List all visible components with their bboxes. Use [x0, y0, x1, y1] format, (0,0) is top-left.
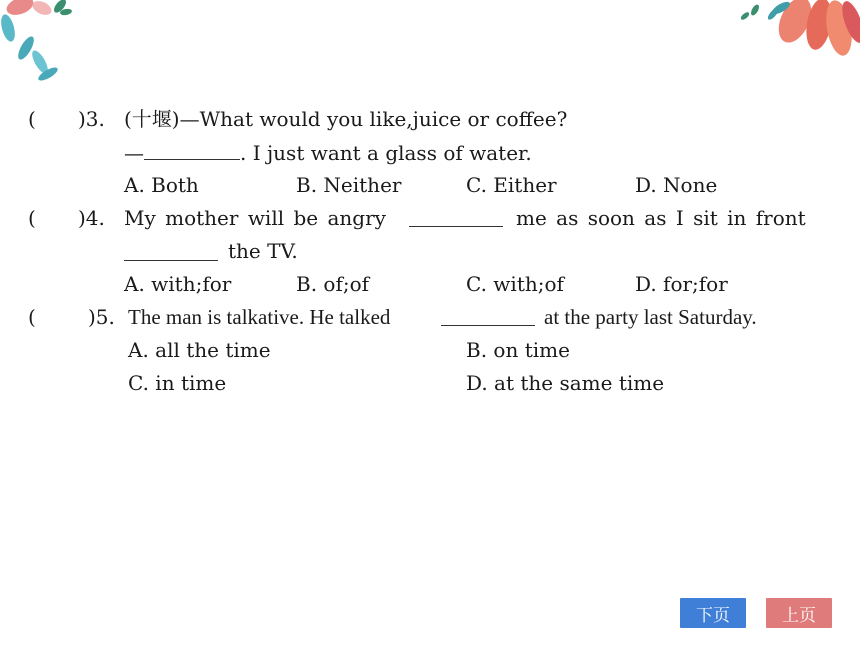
option-c: C. Either: [466, 173, 557, 197]
question-stem: My mother will be angry: [124, 206, 386, 230]
question-number: )5.: [88, 305, 115, 329]
floral-decoration-top-left: [0, 0, 80, 95]
answer-blank: [124, 242, 218, 261]
option-d: D. None: [635, 173, 718, 197]
answer-paren-open: (: [28, 206, 36, 230]
answer-blank: [144, 141, 240, 160]
stem-rest: . I just want a glass of water.: [240, 141, 532, 165]
option-a: A. all the time: [128, 338, 271, 362]
option-b: B. on time: [466, 338, 570, 362]
dash: —: [124, 141, 144, 165]
option-a: A. with;for: [124, 272, 232, 296]
answer-paren-open: (: [28, 107, 36, 131]
option-d: D. at the same time: [466, 371, 665, 395]
option-c: C. with;of: [466, 272, 564, 296]
question-stem: The man is talkative. He talked: [128, 305, 391, 329]
option-a: A. Both: [124, 173, 199, 197]
option-c: C. in time: [128, 371, 227, 395]
question-number: )4.: [78, 206, 105, 230]
option-b: B. of;of: [296, 272, 370, 296]
question-stem: (十堰)—What would you like,juice or coffee?: [124, 107, 568, 131]
answer-blank: [409, 208, 503, 227]
next-page-button[interactable]: 下页: [680, 598, 746, 628]
option-b: B. Neither: [296, 173, 402, 197]
floral-decoration-top-right: [735, 0, 860, 75]
answer-blank: [441, 307, 535, 326]
question-stem-cont: me as soon as I sit in front: [516, 206, 806, 230]
previous-page-button[interactable]: 上页: [766, 598, 832, 628]
question-stem-line2: [124, 141, 532, 165]
question-stem-cont: at the party last Saturday.: [544, 305, 757, 329]
question-number: )3.: [78, 107, 105, 131]
option-d: D. for;for: [635, 272, 728, 296]
question-stem-line2: the TV.: [228, 239, 298, 263]
answer-paren-open: (: [28, 305, 36, 329]
